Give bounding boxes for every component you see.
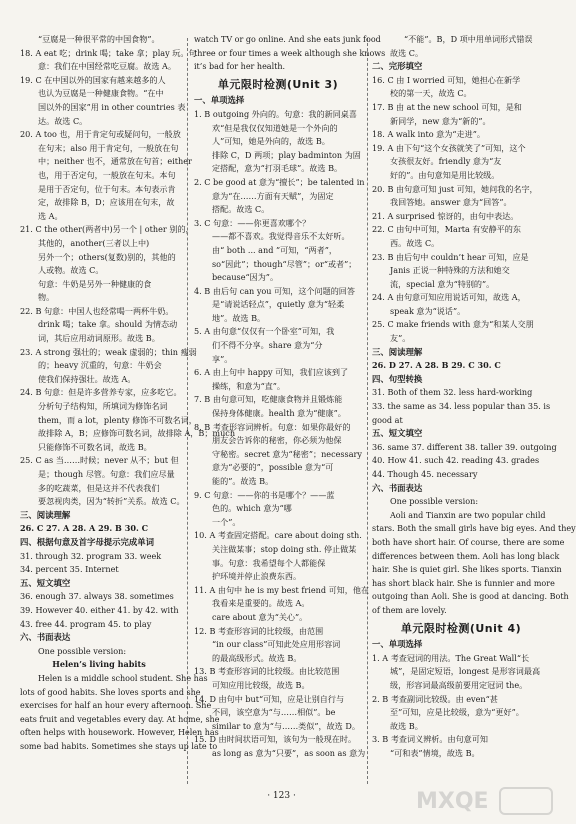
text-line: Janis 正说一种特殊的方法和她交 — [390, 265, 510, 276]
text-line: 23. B 由后句中 couldn’t hear 可知，应是 — [372, 251, 529, 262]
text-line: 不同，该空意为“与……相似”。be — [212, 707, 336, 718]
section-heading: 四、根据句意及首字母提示完成单词 — [20, 536, 154, 547]
text-line: 色的。which 意为“哪 — [212, 503, 292, 514]
text-line: Helen is a middle school student. She has — [38, 673, 208, 683]
text-line: 一个”。 — [212, 516, 241, 527]
text-line: 使我们保持强壮。故选 A。 — [38, 373, 136, 384]
text-line: 们不得不分享。share 意为“分 — [212, 340, 323, 351]
column-divider-2 — [367, 38, 368, 784]
text-line: 19. A 由下句“这个女孩就笑了”可知，这个 — [372, 142, 526, 153]
text-line: 国以外的国家”用 in other countries 表 — [38, 101, 186, 112]
unit-title: 单元限时检测(Unit 3) — [217, 77, 339, 91]
text-line: it’s bad for her health. — [194, 62, 286, 72]
text-line: 43. free 44. program 45. to play — [20, 618, 152, 629]
text-line: 33. the same as 34. less popular than 35. is — [372, 401, 551, 412]
text-line: some bad habits. Sometimes she stays up late to — [20, 741, 218, 751]
text-line: 选 A。 — [38, 210, 63, 221]
text-line: 新同学，new 意为“新的”。 — [390, 115, 491, 126]
text-line: hair. She is quiet girl. She likes sports. Tianxin — [372, 565, 562, 575]
text-line: 多的吃蔬菜，但是这并不代表我们 — [38, 482, 160, 493]
text-line: 另外一个；others(复数)别的，其他的 — [38, 251, 176, 262]
text-line: 意：我们在中国经常吃豆腐。故选 A。 — [38, 61, 176, 72]
text-line: 搭配。故选 C。 — [212, 204, 270, 215]
column-3 — [372, 33, 576, 760]
text-line: 意为“在……方面有天赋”，为固定 — [212, 190, 334, 201]
section-heading: 二、完形填空 — [372, 61, 423, 72]
text-line: 地”。故选 B。 — [212, 312, 266, 323]
text-line: 句意：牛奶是另外一种健康的食 — [38, 278, 152, 289]
text-line: 7. B 由句意可知，吃健康食物并且锻炼能 — [194, 394, 343, 405]
text-line: 由“ both ... and ”可知，“两者”， — [212, 244, 337, 255]
text-line: has short black hair. She is funnier and more — [372, 578, 555, 588]
text-line: 1. A 考查冠词的用法。The Great Wall“长 — [372, 652, 530, 663]
text-line: 也认为豆腐是一种健康食物。“在中 — [38, 88, 164, 99]
text-line: 26. D 27. A 28. B 29. C 30. C — [372, 360, 501, 371]
text-line: lots of good habits. She loves sports and she — [20, 687, 201, 697]
section-heading: 三、阅读理解 — [372, 346, 423, 357]
text-line: One possible version: — [390, 496, 479, 507]
text-line: 级，形容词最高级前要用定冠词 the。 — [390, 679, 528, 690]
text-line: 12. B 考查形容词的比较级，由范围 — [194, 625, 324, 636]
text-line: 5. A 由句意“仅仅有一个卧室”可知，我 — [194, 326, 335, 337]
text-line: 城”，是固定短语，longest 是形容词最高 — [390, 666, 541, 677]
text-line: 故选 B。 — [390, 720, 423, 731]
text-line: 关注做某事；stop doing sth. 停止做某 — [212, 543, 357, 554]
text-line: speak 意为“说话”。 — [390, 305, 466, 316]
text-line: 词，其后应用动词原形。故选 B。 — [38, 333, 160, 344]
text-line: One possible version: — [38, 645, 127, 656]
text-line: 其他的，another(三者以上中) — [38, 237, 150, 248]
text-line: Helen’s living habits — [52, 659, 146, 670]
text-line: 护环境并停止浪费东西。 — [212, 571, 302, 582]
column-2 — [194, 33, 386, 760]
text-line: them，而 a lot，plenty 修饰不可数名词， — [38, 414, 197, 425]
text-line: often helps with housework. However, Helen has — [20, 728, 219, 738]
text-line: 18. A walk into 意为“走进”。 — [372, 129, 485, 140]
text-line: 10. A 考查固定搭配。care about doing sth. — [194, 530, 362, 541]
text-line: 8. B 考查形容词辨析。句意：如果你最好的 — [194, 421, 351, 432]
text-line: 23. A strong 强壮的；weak 虚弱的；thin 瘦弱 — [20, 346, 197, 357]
unit-title: 单元限时检测(Unit 4) — [400, 621, 522, 635]
text-line: 流，special 意为“特别的”。 — [390, 278, 495, 289]
text-line: 的最高级形式。故选 B。 — [212, 652, 302, 663]
text-line: 我回答她。answer 意为“回答”。 — [390, 197, 512, 208]
text-line: outgoing than Aoli. She is good at dancing. Both — [372, 592, 569, 602]
text-line: 物。 — [38, 292, 55, 303]
text-line: 在句末；also 用于肯定句，一般放在句 — [38, 142, 179, 153]
text-line: watch TV or go online. And she eats junk food — [194, 35, 381, 44]
text-line: 36. enough 37. always 38. sometimes — [20, 591, 174, 602]
text-line: Aoli and Tianxin are two popular child — [390, 510, 546, 520]
text-line: 我看来是重要的。故选 A。 — [212, 598, 310, 609]
text-line: 34. percent 35. Internet — [20, 564, 119, 575]
text-line: 31. Both of them 32. less hard-working — [372, 387, 533, 398]
section-heading: 六、书面表达 — [372, 482, 423, 493]
section-heading: 六、书面表达 — [20, 632, 71, 643]
text-line: similar to 意为“与……类似”，故选 D。 — [212, 720, 360, 731]
section-heading: 一、单项选择 — [194, 95, 245, 106]
text-line: “不能”。B，D 项中用单词形式错误 — [404, 34, 533, 44]
text-line: 24. A 由句意可知应用说话可知，故选 A， — [372, 292, 526, 303]
text-line: 守秘密。secret 意为“秘密”；necessary — [212, 448, 362, 459]
text-line: 19. C 在中国以外的国家有越来越多的人 — [20, 74, 166, 85]
text-line: 39. However 40. either 41. by 42. with — [20, 604, 179, 615]
text-line: three or four times a week although she knows — [194, 48, 386, 58]
text-line: 好的”。由句意知是用比较级。 — [390, 169, 500, 180]
text-line: 的；heavy 沉重的，句意：牛奶会 — [38, 360, 162, 371]
text-line: 中；neither 也不，通常放在句首；either — [38, 156, 192, 167]
text-line: 排除 C，D 两项；play badminton 为固 — [212, 149, 361, 160]
text-line: 6. A 由上句中 happy 可知，我们应该到了 — [194, 367, 349, 378]
text-line: 21. C the other(两者中)另一个 | other 别的， — [20, 224, 194, 235]
text-line: 14. D 由句中 but“可知，应是让别自行与 — [194, 693, 345, 704]
text-line: 能的”。故选 B。 — [212, 476, 274, 486]
text-line: 操练，和意为“直”。 — [212, 380, 286, 391]
text-line: 定，故排除 B，D；应该用在句末，故 — [38, 197, 175, 208]
text-line: 31. through 32. program 33. week — [20, 550, 162, 561]
text-line: 16. C 由 I worried 可知，她担心在新学 — [372, 74, 521, 85]
text-line: 只能修饰不可数名词，故选 B。 — [38, 441, 152, 452]
text-line: 人或物。故选 C。 — [38, 265, 104, 276]
text-line: because“因为”。 — [212, 272, 279, 283]
text-line: 3. C 句意：——你更喜欢哪个？ — [194, 217, 311, 228]
text-line: 故排除 A，B；应修饰可数名词，故排除 A，B；much — [38, 428, 236, 439]
section-heading: 一、单项选择 — [372, 639, 423, 650]
text-line: 44. Though 45. necessary — [372, 469, 478, 479]
text-line: 20. A too 也，用于肯定句或疑问句，一般放 — [20, 129, 181, 140]
section-heading: 五、短文填空 — [372, 428, 423, 439]
text-line: eats fruit and vegetables every day. At home, she — [20, 714, 220, 724]
text-line: 25. C as 当……时候；never 从不；but 但 — [20, 455, 179, 466]
text-line: 3. B 考查词义辨析。由句意可知 — [372, 734, 488, 745]
text-line: good at — [372, 414, 403, 425]
text-line: exercises for half an hour every afternoon. She — [20, 701, 212, 711]
text-line: “in our class”可知此处应用形容词 — [212, 639, 341, 650]
text-line: 是；though 尽管。句意：我们应尽量 — [38, 469, 175, 479]
text-line: care about 意为“关心”。 — [212, 611, 308, 622]
text-line: 分析句子结构知，所填词为修饰名词 — [38, 401, 168, 412]
text-line: stars. Both the small girls have big eyes. And they — [372, 524, 576, 534]
text-line: as long as 意为“只要”，as soon as 意为 — [212, 747, 366, 758]
text-line: drink 喝；take 拿。should 为情态动 — [38, 319, 178, 330]
text-line: 达。故选 C。 — [38, 115, 88, 126]
text-line: 13. B 考查形容词的比较级。由比较范围 — [194, 666, 340, 677]
text-line: 25. C make friends with 意为“和某人交朋 — [372, 319, 534, 330]
text-line: 11. A 由句中 he is my best friend 可知，他在 — [194, 584, 370, 595]
text-line: 朋友会告诉你的秘密，你必须为他保 — [212, 435, 342, 446]
text-line: 是用于否定句，位于句末。本句表示肯 — [38, 183, 176, 194]
text-line: so“因此”；though“尽管”；or“或者”； — [212, 258, 357, 269]
text-line: both have short hair. Of course, there are some — [372, 537, 565, 547]
text-line: 可知应用比较级，故选 B。 — [212, 679, 310, 690]
text-line: 保持身体健康。health 意为“健康”。 — [212, 408, 346, 419]
text-line: 欢“但是我仅仅知道她是一个外向的 — [212, 122, 338, 133]
text-line: ——都不喜欢。我觉得音乐不太好听。 — [212, 231, 350, 242]
section-heading: 五、短文填空 — [20, 577, 71, 588]
text-line: 26. C 27. A 28. A 29. B 30. C — [20, 523, 149, 534]
text-line: 17. B 由 at the new school 可知，是和 — [372, 101, 522, 112]
text-line: 20. B 由句意可知 just 可知，她问我的名字， — [372, 183, 538, 194]
text-line: 24. B 句意：但是许多营养专家，应多吃它。 — [20, 387, 182, 398]
text-line: 至”可知，应是比较级，意为“更好”。 — [390, 707, 524, 718]
text-line: 4. B 由后句 can you 可知，这个问题的回答 — [194, 285, 355, 296]
text-line: 享”。 — [212, 353, 233, 364]
text-line: 2. B 考查副词比较级。由 even“甚 — [372, 693, 498, 704]
text-line: 故选 C。 — [390, 47, 424, 58]
text-line: differences between them. Aoli has long black — [372, 551, 560, 561]
text-line: of them are lovely. — [372, 605, 447, 615]
section-heading: 四、句型转换 — [372, 373, 423, 384]
text-line: 也，用于否定句，一般放在句末。本句 — [38, 169, 176, 180]
text-line: 意为“必要的”，possible 意为“可 — [212, 462, 334, 473]
text-line: 女孩很友好。friendly 意为“友 — [390, 156, 502, 167]
text-line: 事。句意：我希望每个人都能保 — [212, 557, 326, 568]
text-line: 18. A eat 吃；drink 喝；take 拿；play 玩。句 — [20, 47, 197, 58]
text-line: 15. D 由时间状语可知，该句为一般现在时。 — [194, 734, 357, 745]
page-number: · 123 · — [267, 791, 296, 802]
svg-text:MXQE: MXQE — [416, 789, 489, 814]
text-line: 2. C be good at 意为“擅长”；be talented in — [194, 176, 365, 187]
text-line: “豆腐是一种很平常的中国食物”。 — [38, 34, 160, 44]
watermark-logo — [414, 778, 559, 822]
section-heading: 三、阅读理解 — [20, 509, 71, 520]
text-line: 36. same 37. different 38. taller 39. outgoing — [372, 441, 557, 452]
text-line: 友”。 — [390, 333, 411, 344]
text-line: 1. B outgoing 外向的。句意：我的新同桌喜 — [194, 108, 357, 119]
text-line: 人”可知，她是外向的，故选 B。 — [212, 136, 330, 147]
text-line: 22. C 由句中可知，Marta 有安静平的东 — [372, 224, 521, 235]
text-line: 是“请说话轻点”，quietly 意为“轻柔 — [212, 299, 345, 310]
text-line: 要忽视肉类，因为“转折”关系。故选 C。 — [38, 496, 185, 507]
text-line: 西。故选 C。 — [390, 237, 440, 248]
text-line: 定搭配，意为“打羽毛球”。故选 B。 — [212, 163, 343, 174]
text-line: 40. How 41. such 42. reading 43. grades — [372, 455, 540, 466]
text-line: 校的第一天，故选 C。 — [390, 88, 472, 99]
text-line: 22. B 句意：中国人也经常喝一两杯牛奶。 — [20, 305, 174, 316]
text-line: “可和表”情境，故选 B。 — [390, 747, 480, 758]
text-line: 9. C 句意：——你的书是哪个？——蓝 — [194, 489, 335, 500]
text-line: 21. A surprised 惊讶的，由句中表达。 — [372, 210, 519, 221]
